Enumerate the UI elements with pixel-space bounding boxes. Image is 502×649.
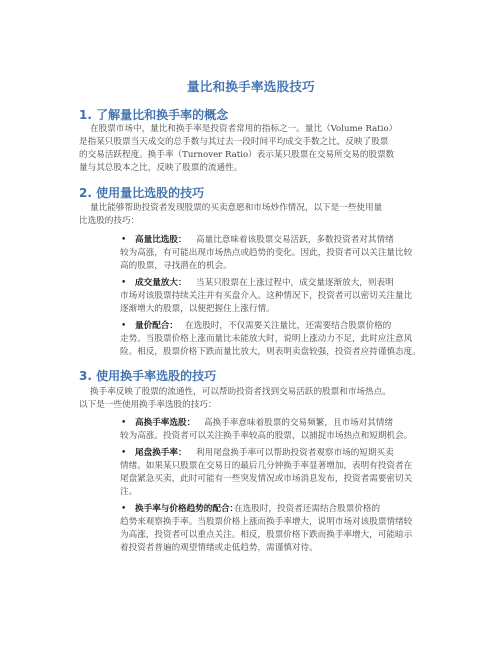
bullet-line: 趋势来观察换手率。当股票价格上涨而换手率增大，说明市场对该股票情绪较 xyxy=(120,517,413,527)
bullet-line: 高的股票，寻找潜在的机会。 xyxy=(120,261,232,271)
bullet-icon: • xyxy=(121,448,127,458)
bullet-label: 量价配合： xyxy=(135,321,178,331)
bullet-line: 市场对该股票持续关注并有买盘介入。这种情况下，投资者可以密切关注量比 xyxy=(120,291,413,301)
bullet-label: 换手率与价格趋势的配合： xyxy=(135,504,239,514)
bullet-line: 注。 xyxy=(120,487,138,497)
bullet-line: 高换手率意味着股票的交易频繁，且市场对其情绪 xyxy=(204,418,394,428)
paragraph-line: 量与其总股本之比，反映了股票的流通性。 xyxy=(79,163,243,173)
bullet-line: 利用尾盘换手率可以帮助投资者观察市场的短期买卖 xyxy=(196,448,394,458)
bullet-icon: • xyxy=(121,418,127,428)
bullet-line: 在选股时，投资者还需结合股票价格的 xyxy=(234,504,381,514)
bullet-label: 高换手率选股： xyxy=(135,418,196,428)
bullet-line: 尾盘紧急买卖，此时可能有一些突发情况或市场消息发布，投资者需要密切关 xyxy=(120,474,413,484)
intro-line: 以下是一些使用换手率选股的技巧： xyxy=(79,400,217,410)
bullet-line: 在选股时，不仅需要关注量比，还需要结合股票价格的 xyxy=(185,321,392,331)
bullet-line: 逐渐增大的股票，以便把握住上涨行情。 xyxy=(120,304,275,314)
intro-line: 换手率反映了股票的流通性，可以帮助投资者找到交易活跃的股票和市场热点。 xyxy=(90,387,391,397)
bullet-icon: • xyxy=(121,235,127,245)
bullet-label: 高量比选股： xyxy=(135,235,187,245)
bullet-line: 险。相反，股票价格下跌而量比放大，则表明卖盘较强，投资者应持谨慎态度。 xyxy=(120,347,421,357)
bullet-icon: • xyxy=(121,278,127,288)
intro-line: 量比能够帮助投资者发现股票的买卖意愿和市场炒作情况，以下是一些使用量 xyxy=(90,203,383,213)
bullet-icon: • xyxy=(121,504,127,514)
paragraph-line: 是指某只股票当天成交的总手数与其过去一段时间平均成交手数之比，反映了股票 xyxy=(79,137,389,147)
section-heading-1: 1. 了解量比和换手率的概念 xyxy=(79,108,229,122)
bullet-line: 情绪。如果某只股票在交易日的最后几分钟换手率显著增加，表明有投资者在 xyxy=(120,461,413,471)
bullet-line: 较为高涨。投资者可以关注换手率较高的股票，以捕捉市场热点和短期机会。 xyxy=(120,431,413,441)
paragraph-line: 的交易活跃程度。换手率（Turnover Ratio）表示某只股票在交易所交易的股票数 xyxy=(79,150,395,160)
bullet-line: 高量比意味着该股票交易活跃，多数投资者对其情绪 xyxy=(196,235,394,245)
section-heading-3: 3. 使用换手率选股的技巧 xyxy=(79,369,217,383)
bullet-label: 尾盘换手率： xyxy=(135,448,187,458)
bullet-line: 较为高涨，有可能出现市场热点或趋势的变化。因此，投资者可以关注量比较 xyxy=(120,248,413,258)
paragraph-line: 在股票市场中，量比和换手率是投资者常用的指标之一。量比（Volume Ratio） xyxy=(90,124,398,134)
section-heading-2: 2. 使用量比选股的技巧 xyxy=(79,186,205,200)
bullet-line: 当某只股票在上涨过程中，成交量逐渐放大，则表明 xyxy=(196,278,394,288)
bullet-line: 着投资者普遍的观望情绪或走低趋势，需谨慎对待。 xyxy=(120,543,318,553)
page-title: 量比和换手率选股技巧 xyxy=(186,79,315,94)
bullet-label: 成交量放大： xyxy=(135,278,187,288)
bullet-icon: • xyxy=(121,321,127,331)
intro-line: 比选股的技巧： xyxy=(79,216,140,226)
bullet-line: 走势。当股票价格上涨而量比未能放大时，说明上涨动力不足，此时应注意风 xyxy=(120,334,413,344)
bullet-line: 为高涨，投资者可以重点关注。相反，股票价格下跌而换手率增大，可能暗示 xyxy=(120,530,413,540)
